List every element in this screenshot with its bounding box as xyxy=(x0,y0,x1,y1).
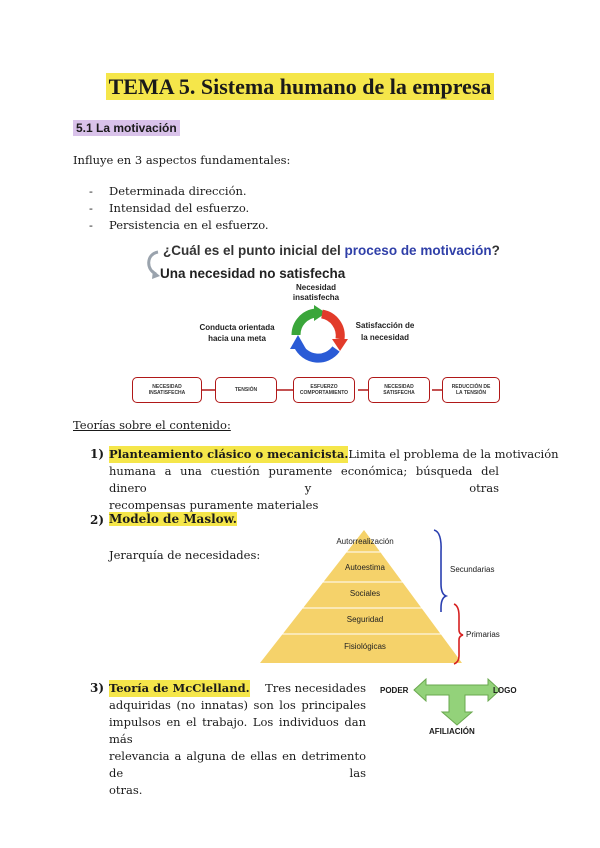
theory-maslow-title: Modelo de Maslow. xyxy=(109,512,237,526)
flow-step: ESFUERZO COMPORTAMIENTO xyxy=(293,377,355,403)
flow-step: TENSIÓN xyxy=(215,377,277,403)
brace-label-secondary: Secundarias xyxy=(450,565,495,574)
mcclelland-needs-arrows xyxy=(412,676,502,728)
list-number: 2) xyxy=(90,513,105,527)
curved-arrow-icon xyxy=(142,250,162,282)
motivation-cycle-icon xyxy=(286,305,350,367)
flow-step: REDUCCIÓN DE LA TENSIÓN xyxy=(442,377,500,403)
maslow-level: Sociales xyxy=(349,589,381,598)
list-number: 1) xyxy=(90,447,105,461)
cycle-label-top: Necesidad insatisfecha xyxy=(292,283,340,302)
page-title: TEMA 5. Sistema humano de la empresa xyxy=(0,74,600,100)
list-item: Persistencia en el esfuerzo. xyxy=(109,218,269,232)
maslow-level: Autorrealización xyxy=(336,537,394,546)
list-number: 3) xyxy=(90,681,105,695)
figure-question: ¿Cuál es el punto inicial del proceso de motivación? xyxy=(163,243,500,258)
maslow-level: Seguridad xyxy=(346,615,384,624)
figure-answer: Una necesidad no satisfecha xyxy=(160,266,346,281)
list-item: Determinada dirección. xyxy=(109,184,247,198)
flow-step: NECESIDAD SATISFECHA xyxy=(368,377,430,403)
need-label: LOGO xyxy=(493,686,517,695)
theories-heading: Teorías sobre el contenido: xyxy=(73,418,231,432)
flow-step: NECESIDAD INSATISFECHA xyxy=(132,377,202,403)
cycle-label-left: Conducta orientada hacia una meta xyxy=(199,323,275,343)
bullet-dash: - xyxy=(89,201,93,215)
section-heading: 5.1 La motivación xyxy=(73,120,180,136)
maslow-subtitle: Jerarquía de necesidades: xyxy=(109,548,261,562)
maslow-level: Autoestima xyxy=(344,563,386,572)
bullet-dash: - xyxy=(89,218,93,232)
theory-mcclelland: Teoría de McClelland. Tres necesidades adquiridas (no innatas) son los principales impulsos en el trabajo. Los individuos dan más relevancia a alguna de ellas en detrimento de las otras. xyxy=(109,681,366,797)
theory-classical: Planteamiento clásico o mecanicista. Limita el problema de la motivación humana a una cuestión puramente económica; búsqueda del dinero y otras recompensas puramente materiales xyxy=(109,447,559,512)
need-label: AFILIACIÓN xyxy=(429,727,475,736)
maslow-level: Fisiológicas xyxy=(344,642,386,651)
brace-label-primary: Primarias xyxy=(466,630,500,639)
list-item: Intensidad del esfuerzo. xyxy=(109,201,250,215)
cycle-label-right: Satisfacción de la necesidad xyxy=(355,321,415,342)
need-label: PODER xyxy=(380,686,409,695)
bullet-dash: - xyxy=(89,184,93,198)
intro-text: Influye en 3 aspectos fundamentales: xyxy=(73,153,291,167)
